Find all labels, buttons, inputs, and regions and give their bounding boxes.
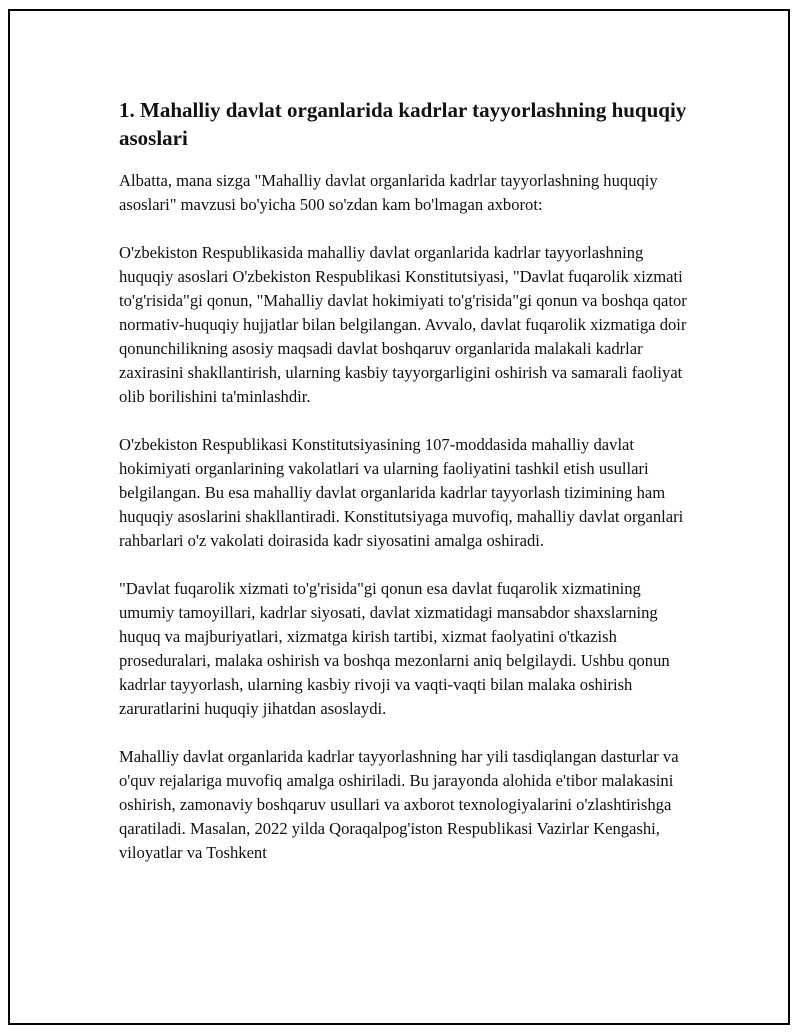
document-page xyxy=(8,9,790,1025)
paragraph-legal-basis: O'zbekiston Respublikasida mahalliy davlat organlarida kadrlar tayyorlashning huquqiy asoslari O'zbekiston Respublikasi Konstitutsiyasi, "Davlat fuqarolik xizmati to'g'risida"gi qonun, "Mahalliy davlat hokimiyati to'g'risida"gi qonun va boshqa qator normativ-huquqiy hujjatlar bilan belgilangan. Avvalo, davlat fuqarolik xizmatiga doir qonunchilikning asosiy maqsadi davlat boshqaruv organlarida malakali kadrlar zaxirasini shakllantirish, ularning kasbiy tayyorgarligini oshirish va samarali faoliyat olib borilishini ta'minlashdir. xyxy=(119,243,687,406)
paragraph-civil-service-law: "Davlat fuqarolik xizmati to'g'risida"gi qonun esa davlat fuqarolik xizmatining umumiy tamoyillari, kadrlar siyosati, davlat xizmatidagi mansabdor shaxslarning huquq va majburiyatlari, xizmatga kirish tartibi, xizmat faolyatini o'tkazish proseduralari, malaka oshirish va boshqa mezonlarni aniq belgilaydi. Ushbu qonun kadrlar tayyorlash, ularning kasbiy rivoji va vaqti-vaqti bilan malaka oshirish zaruratlarini huquqiy jihatdan asoslaydi. xyxy=(119,579,670,718)
paragraph-intro: Albatta, mana sizga "Mahalliy davlat organlarida kadrlar tayyorlashning huquqiy asoslari" mavzusi bo'yicha 500 so'zdan kam bo'lmagan axborot: xyxy=(119,171,658,214)
document-title: 1. Mahalliy davlat organlarida kadrlar tayyorlashning huquqiy asoslari xyxy=(119,98,687,150)
paragraph-constitution: O'zbekiston Respublikasi Konstitutsiyasining 107-moddasida mahalliy davlat hokimiyati organlarining vakolatlari va ularning faoliyatini tashkil etish usullari belgilangan. Bu esa mahalliy davlat organlarida kadrlar tayyorlash tizimining ham huquqiy asoslarini shakllantiradi. Konstitutsiyaga muvofiq, mahalliy davlat organlari rahbarlari o'z vakolati doirasida kadr siyosatini amalga oshiradi. xyxy=(119,435,684,550)
document-body xyxy=(119,96,694,889)
paragraph-training-programs: Mahalliy davlat organlarida kadrlar tayyorlashning har yili tasdiqlangan dasturlar va o'quv rejalariga muvofiq amalga oshiriladi. Bu jarayonda alohida e'tibor malakasini oshirish, zamonaviy boshqaruv usullari va axborot texnologiyalarini o'zlashtirishga qaratiladi. Masalan, 2022 yilda Qoraqalpog'iston Respublikasi Vazirlar Kengashi, viloyatlar va Toshkent xyxy=(119,747,679,862)
